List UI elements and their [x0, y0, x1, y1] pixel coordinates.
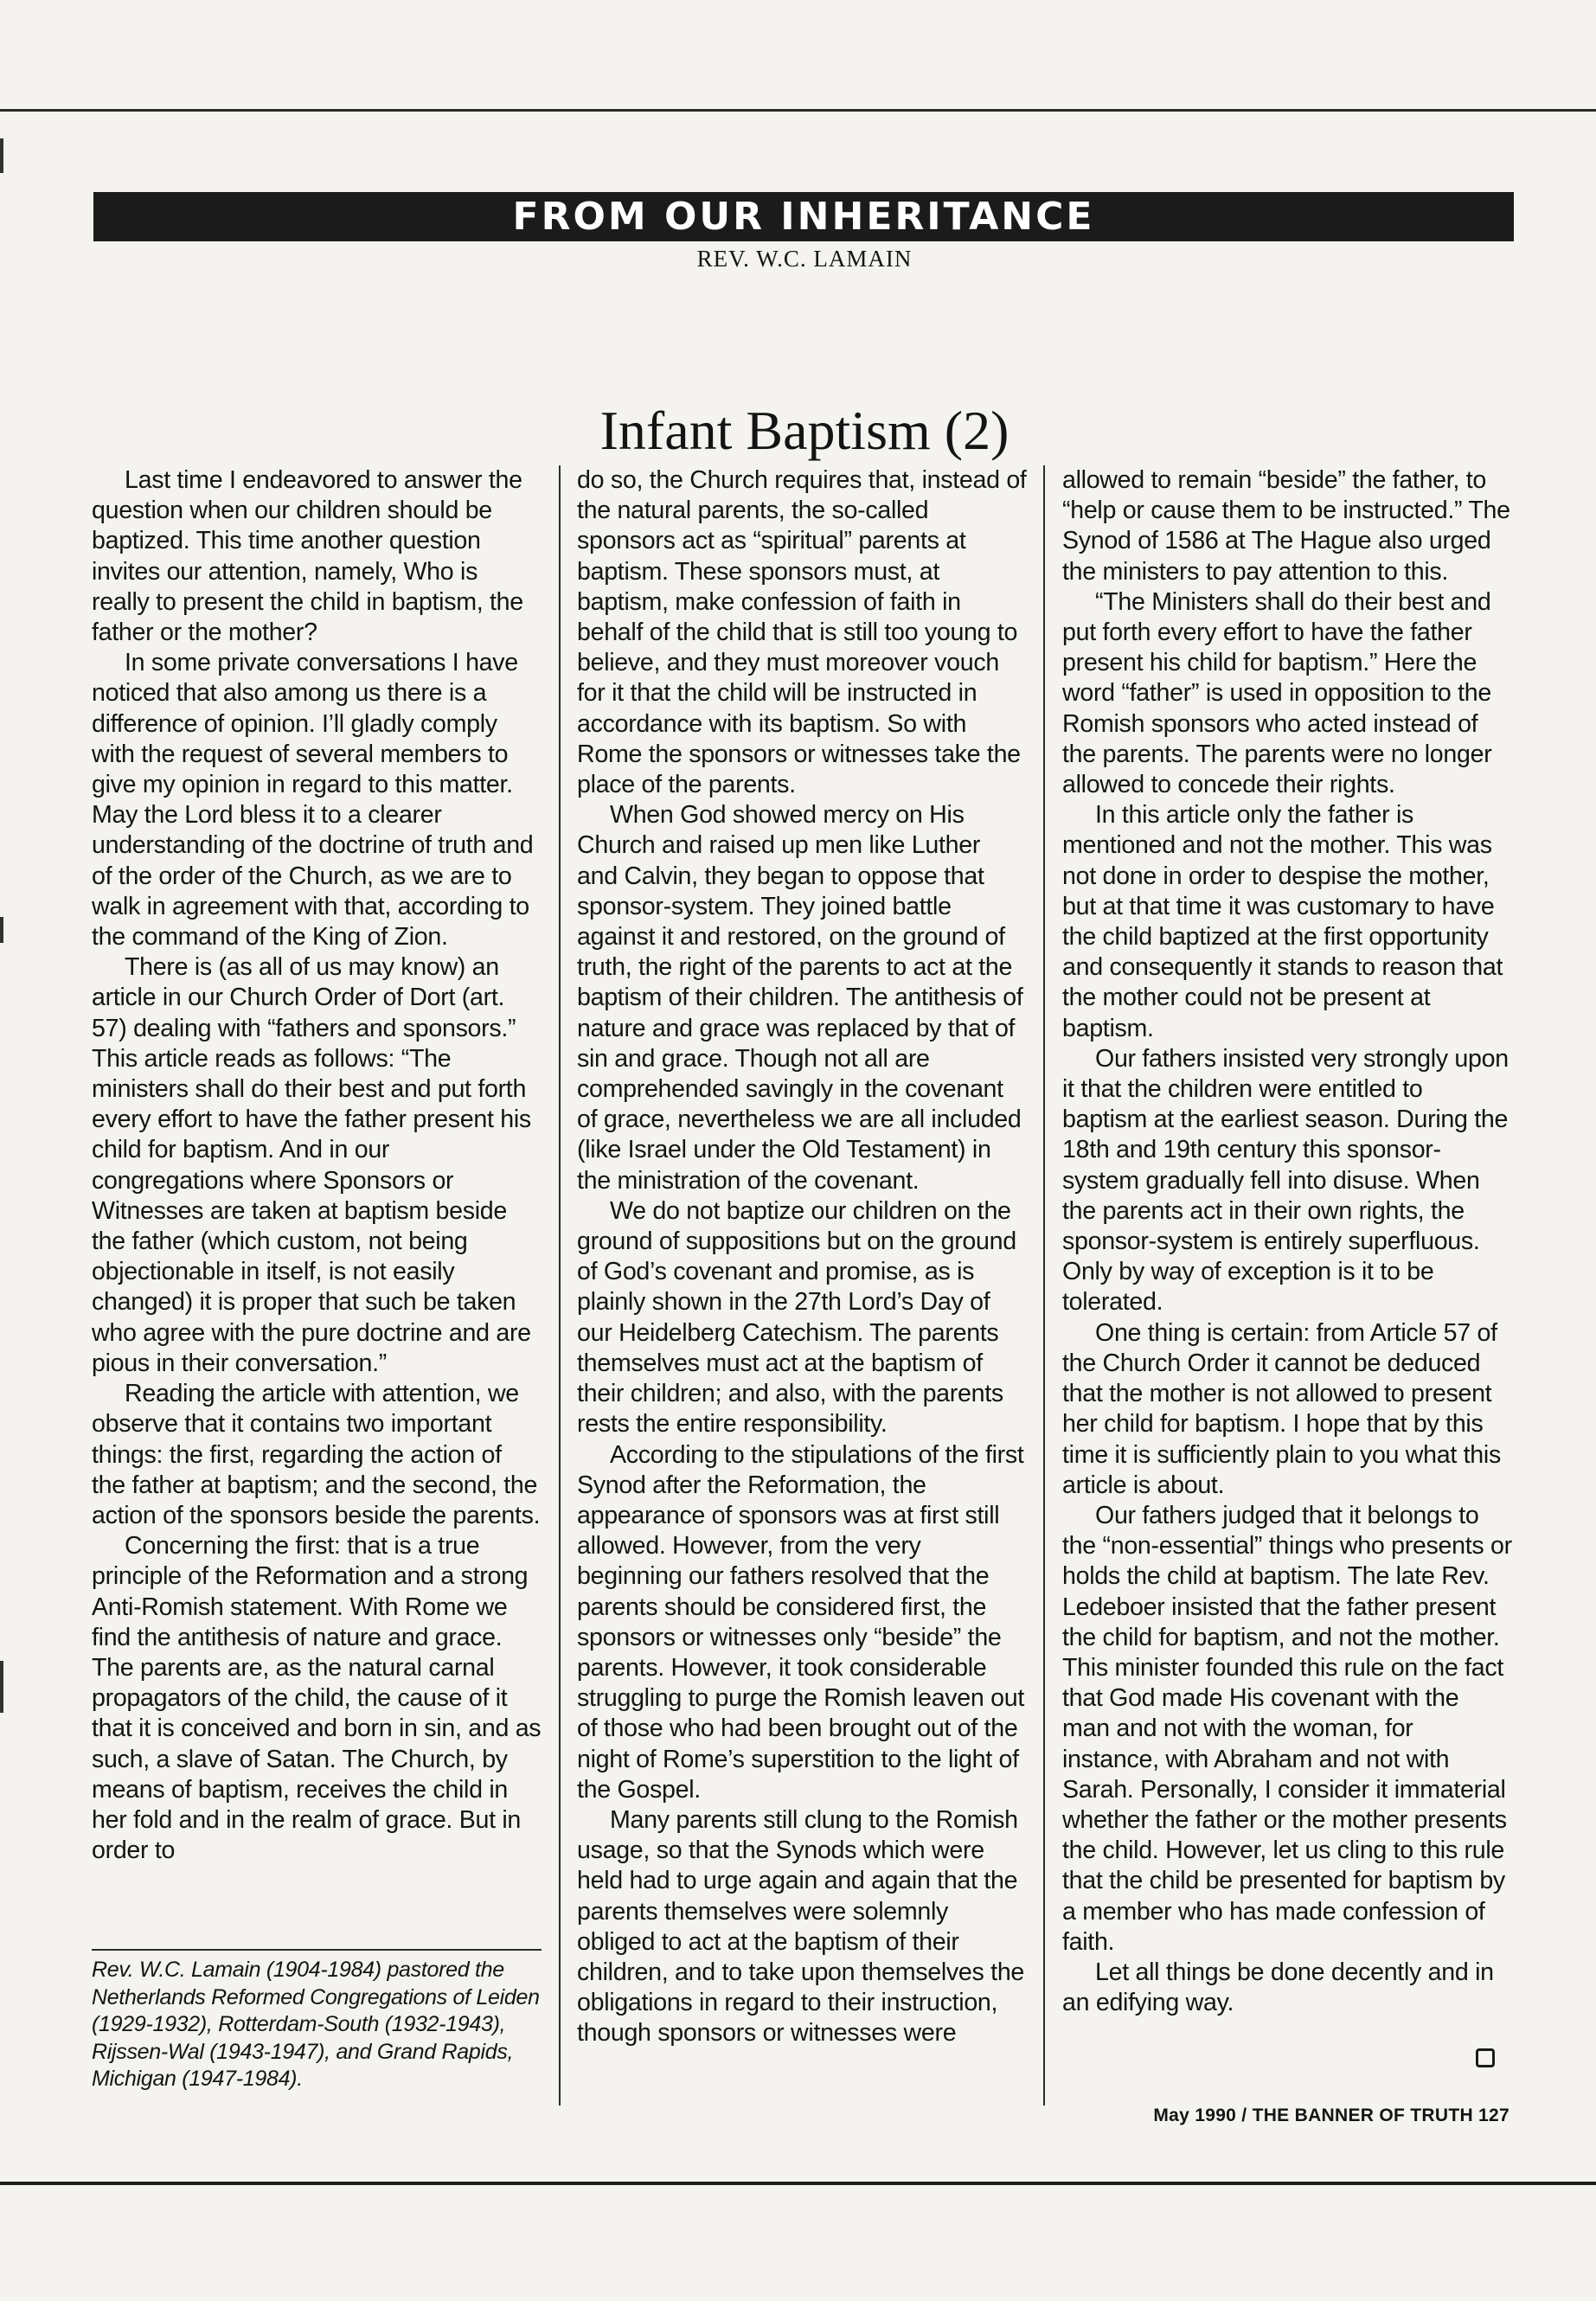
paragraph: We do not baptize our children on the ground of suppositions but on the ground of God’s covenant and promise, as is plainly shown in the 27th Lord’s Day of our Heidelberg Catechism. The parents themselves must act at the baptism of their children; and also, with the parents rests the entire responsibility.: [577, 1196, 1016, 1439]
paragraph: According to the stipulations of the first Synod after the Reformation, the appearance of sponsors was at first still allowed. However, from the very beginning our fathers resolved that the parents should be considered first, the sponsors or witnesses only “beside” the parents. However, it took considerable struggling to purge the Romish leaven out of those who had been brought out of the night of Rome’s superstition to the light of the Gospel.: [577, 1440, 1025, 1804]
footnote-rule: [92, 1949, 542, 1951]
paragraph: do so, the Church requires that, instead of the natural parents, the so-called sponsors act as “spiritual” parents at baptism. These sponsors must, at baptism, make confession of faith in behalf of the child that is still too young to believe, and they must moreover vouch for it that the child will be instructed in accordance with its baptism. So with Rome the sponsors or witnesses take the place of the parents.: [577, 466, 1027, 799]
paragraph: “The Ministers shall do their best and put forth every effort to have the father present his child for baptism.” Here the word “father” is used in opposition to the Romish sponsors who acted instead of the parents. The parents were no longer allowed to concede their rights.: [1062, 587, 1492, 799]
paragraph: There is (as all of us may know) an article in our Church Order of Dort (art. 57) dealing with “fathers and sponsors.” This article reads as follows: “The ministers shall do their best and put forth every effort to have the father present his child for baptism. And in our congregations where Sponsors or Witnesses are taken at baptism beside the father (which custom, not being objectionable in itself, is not easily changed) it is proper that such be taken who agree with the pure doctrine and are pious in their conversation.”: [92, 953, 531, 1377]
paragraph: Our fathers insisted very strongly upon it that the children were entitled to baptism at the earliest season. During the 18th and 19th century this sponsor-system gradually fell into disuse. When the parents act in their own rights, the sponsor-system is entirely superfluous. Only by way of exception is it to be tolerated.: [1062, 1044, 1509, 1317]
paragraph: In this article only the father is mentioned and not the mother. This was not done in order to despise the mother, but at that time it was customary to have the child baptized at the first opportunity and consequently it stands to reason that the mother could not be present at baptism.: [1062, 801, 1503, 1042]
author-footnote: Rev. W.C. Lamain (1904-1984) pastored the Netherlands Reformed Congregations of Leiden (1929-1932), Rotterdam-South (1932-1943), Rijssen-Wal (1943-1947), and Grand Rapids, Michigan (1947-1984).: [92, 1958, 540, 2091]
section-banner: FROM OUR INHERITANCE: [93, 192, 1514, 241]
paragraph: Many parents still clung to the Romish usage, so that the Synods which were held had to urge again and again that the parents themselves were solemnly obliged to act at the baptism of their children, and to take upon themselves the obligations in regard to their instruction, though sponsors or witnesses were: [577, 1805, 1025, 2048]
paragraph: Concerning the first: that is a true principle of the Reformation and a strong Anti-Romish statement. With Rome we find the antithesis of nature and grace. The parents are, as the natural carnal propagators of the child, the cause of it that it is conceived and born in sin, and as such, a slave of Satan. The Church, by means of baptism, receives the child in her fold and in the realm of grace. But in order to: [92, 1532, 542, 1865]
article-column-3: [1062, 465, 1512, 2018]
page-footer: May 1990 / THE BANNER OF TRUTH 127: [1153, 2106, 1509, 2125]
left-edge-mark: [0, 138, 3, 173]
paragraph: allowed to remain “beside” the father, to “help or cause them to be instructed.” The Synod of 1586 at The Hague also urged the ministers to pay attention to this.: [1062, 466, 1510, 586]
end-of-article-box-icon: [1476, 2048, 1495, 2067]
paragraph: Last time I endeavored to answer the question when our children should be baptized. This time another question invites our attention, namely, Who is really to present the child in baptism, the father or the mother?: [92, 466, 523, 647]
column-divider: [1043, 465, 1045, 2106]
column-divider: [559, 465, 561, 2106]
article-title: Infant Baptism (2): [599, 400, 1010, 461]
left-edge-mark: [0, 1661, 3, 1713]
left-edge-mark: [0, 917, 3, 943]
paragraph: Let all things be done decently and in an edifying way.: [1062, 1958, 1494, 2017]
article-column-1: [92, 465, 542, 1866]
article-column-2: [577, 465, 1027, 2049]
top-rule: [0, 109, 1596, 112]
paragraph: Our fathers judged that it belongs to the “non-essential” things who presents or holds the child at baptism. The late Rev. Ledeboer insisted that the father present the child for baptism, and not the mother. This minister founded this rule on the fact that God made His covenant with the man and not with the woman, for instance, with Abraham and not with Sarah. Personally, I consider it immaterial whether the father or the mother presents the child. However, let us cling to this rule that the child be presented for baptism by a member who has made confession of faith.: [1062, 1501, 1512, 1956]
paragraph: One thing is certain: from Article 57 of the Church Order it cannot be deduced that the mother is not allowed to present her child for baptism. I hope that by this time it is sufficiently plain to you what this article is about.: [1062, 1318, 1501, 1499]
author-byline: REV. W.C. LAMAIN: [696, 246, 913, 272]
bottom-rule: [0, 2182, 1596, 2185]
paragraph: When God showed mercy on His Church and raised up men like Luther and Calvin, they began to oppose that sponsor-system. They joined battle against it and restored, on the ground of truth, the right of the parents to act at the baptism of their children. The antithesis of nature and grace was replaced by that of sin and grace. Though not all are comprehended savingly in the covenant of grace, nevertheless we are all included (like Israel under the Old Testament) in the ministration of the covenant.: [577, 801, 1023, 1195]
paragraph: In some private conversations I have noticed that also among us there is a difference of opinion. I’ll gladly comply with the request of several members to give my opinion in regard to this matter. May the Lord bless it to a clearer understanding of the doctrine of truth and of the order of the Church, as we are to walk in agreement with that, according to the command of the King of Zion.: [92, 649, 534, 952]
paragraph: Reading the article with attention, we observe that it contains two important things: the first, regarding the action of the father at baptism; and the second, the action of the sponsors beside the parents.: [92, 1380, 541, 1529]
